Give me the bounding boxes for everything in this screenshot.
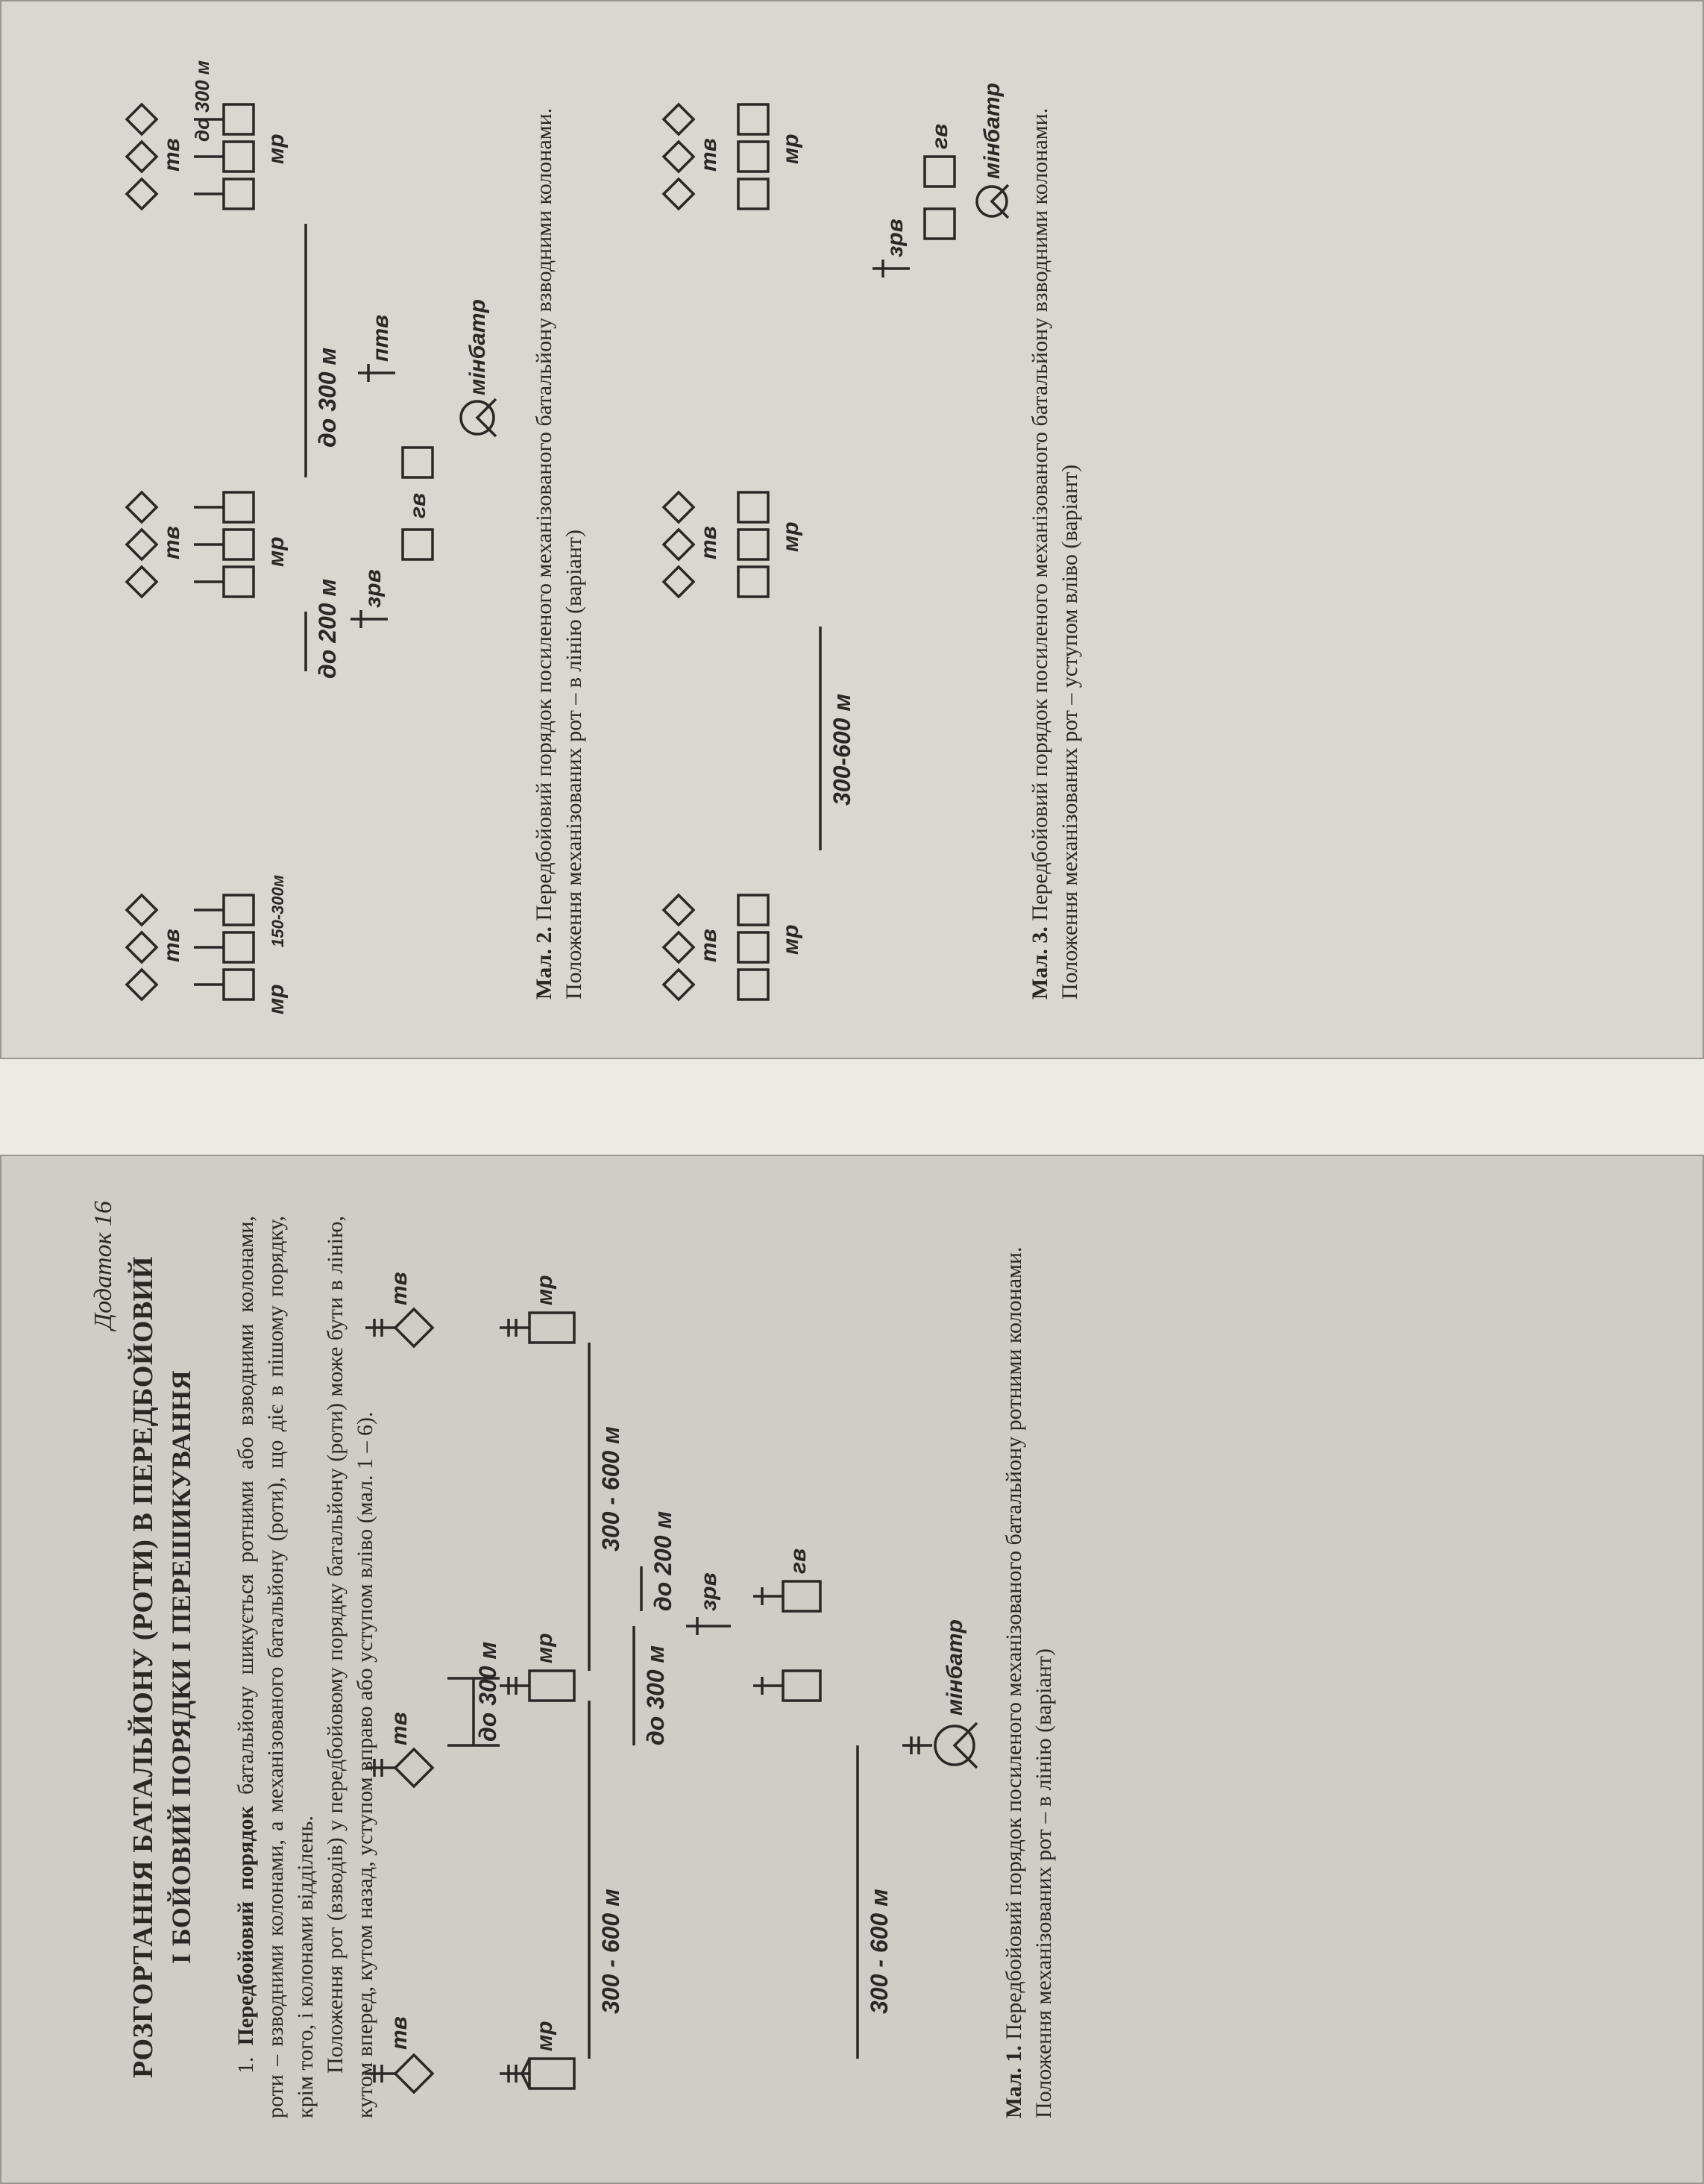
figure-1-caption: [999, 1216, 1059, 2118]
fig2-dim-do300-b: до 300 м: [191, 60, 213, 142]
fig2-mech-label-left: мр: [264, 984, 289, 1014]
tank-label-center: тв: [387, 1712, 412, 1745]
figure-2-diagram: [112, 30, 529, 1044]
fig3-zrv-label: зрв: [883, 219, 908, 257]
fig2-dim-do200: до 200 м: [314, 578, 341, 679]
fig2-minbatr-label: мінбатр: [465, 299, 490, 395]
grenade-platoon: [753, 1548, 820, 1701]
para-number: 1.: [233, 2056, 258, 2074]
fig2-tank-group-center: [127, 492, 184, 597]
para-text-1: батальйону шикується ротними або взводними колонами, роти – взводними колонами, а механізованого батальйону (роти), що діє в пішому порядку, крім того, і колонами відділень.: [233, 1215, 318, 2118]
fig2-mech-group-left: [194, 875, 289, 1014]
dim-300-600-left: 300 - 600 м: [597, 1889, 624, 2014]
fig2-gv-label: гв: [406, 492, 430, 518]
figure-2-caption-text: Передбойовий порядок посиленого механізованого батальйону взводними колонами. Положення механізованих рот – в лінію (варіант): [532, 107, 586, 1000]
page-title-line1: РОЗГОРТАННЯ БАТАЛЬЙОНУ (РОТИ) В ПЕРЕДБОЙОВИЙ: [128, 1256, 159, 2078]
fig3-tank-group-center: [664, 492, 721, 597]
fig2-dim-do300-a: до 300 м: [314, 347, 341, 448]
fig3-mech-group-right: [738, 104, 803, 209]
figure-2-caption-label: Мал. 2.: [532, 926, 556, 1000]
fig3-tank-group-left: [664, 895, 721, 1000]
right-page-content: [82, 30, 1648, 1044]
figure-1-diagram: [336, 1171, 992, 2163]
gv-label: гв: [786, 1548, 811, 1574]
fig3-minbatr: [977, 83, 1008, 218]
minbatr-label: мінбатр: [943, 1619, 967, 1716]
mech-company-right: [500, 1275, 574, 1343]
dim-do200: до 200 м: [650, 1510, 676, 1611]
fig3-dim-300-600: 300-600 м: [829, 694, 855, 806]
dim-300-600-right: 300 - 600 м: [597, 1426, 624, 1551]
right-page: [0, 0, 1704, 1059]
tank-symbol-center: [365, 1712, 433, 1786]
fig3-tank-label-right: тв: [697, 138, 721, 172]
left-page-content: [82, 1171, 1648, 2163]
air-defense-platoon: [686, 1572, 731, 1635]
mech-label-right: мр: [532, 1275, 557, 1305]
mech-company-left: [500, 2021, 574, 2089]
fig2-tank-label-left: тв: [160, 929, 184, 962]
fig3-zrv: [873, 219, 910, 277]
left-page: [0, 1155, 1704, 2184]
page-title-line2: І БОЙОВИЙ ПОРЯДКИ І ПЕРЕШИКУВАННЯ: [166, 1369, 196, 1965]
dim-300-600-mortar: 300 - 600 м: [866, 1889, 893, 2014]
mech-company-center: [500, 1633, 574, 1701]
mech-label-center: мр: [532, 1633, 557, 1663]
dim-do300-zrv: до 300 м: [642, 1645, 669, 1745]
fig2-ptv-label: птв: [368, 314, 393, 362]
fig2-m150-300: 150-300м: [268, 874, 287, 947]
fig2-ptv: [358, 315, 395, 382]
fig3-mech-label-center: мр: [779, 521, 803, 552]
mortar-battery: [902, 1619, 977, 1768]
page-gap: [0, 1059, 1704, 1155]
fig3-gv-label: гв: [928, 123, 952, 149]
fig2-mech-group-center: [194, 492, 289, 597]
fig2-minbatr: [461, 299, 496, 436]
fig2-tank-label-center: тв: [160, 526, 184, 559]
figure-3-diagram: [649, 30, 1022, 1044]
fig3-tank-label-center: тв: [697, 526, 721, 559]
figure-3-caption-label: Мал. 3.: [1028, 926, 1052, 1000]
tank-symbol-right: [365, 1272, 433, 1346]
fig3-gv: [925, 124, 955, 239]
figure-3-caption-text: Передбойовий порядок посиленого механізованого батальйону взводними колонами. Положення механізованих рот – уступом вліво (варіант): [1028, 107, 1082, 1000]
fig2-tank-label-right: тв: [160, 138, 184, 172]
mech-label-left: мр: [532, 2021, 557, 2051]
fig3-tank-group-right: [664, 104, 721, 209]
fig3-tank-label-left: тв: [697, 929, 721, 962]
fig2-mech-label-center: мр: [264, 536, 289, 567]
figure-3-caption: [1025, 75, 1085, 1000]
para-text-2: Положення рот (взводів) у передбойовому порядку батальйону (роти) може бути в лінію, кутом вперед, кутом назад, уступом вправо або уступом вліво (мал. 1 – 6).: [323, 1216, 377, 2118]
fig2-zrv: [350, 569, 388, 628]
figure-2-caption: [529, 75, 589, 1000]
figure-1-caption-label: Мал. 1.: [1002, 2045, 1026, 2118]
appendix-label: Додаток 16: [89, 1201, 117, 1330]
tank-symbol-left: [365, 2016, 433, 2092]
fig3-mech-group-center: [738, 492, 803, 597]
dim-do300-tank: до 300 м: [474, 1641, 501, 1742]
fig2-zrv-label: зрв: [361, 569, 386, 608]
fig3-mech-group-left: [738, 895, 803, 1000]
para-bold-term: Передбойовий порядок: [233, 1806, 258, 2046]
fig2-mech-label-right: мр: [264, 134, 289, 164]
fig2-tank-group-right: [127, 104, 184, 209]
fig2-gv: [403, 448, 433, 559]
zrv-label: зрв: [697, 1572, 721, 1611]
tank-label-left: тв: [387, 2016, 412, 2050]
fig3-mech-label-left: мр: [779, 924, 803, 955]
figure-1-caption-text: Передбойовий порядок посиленого механізованого батальйону ротними колонами. Положення механізованих рот – в лінію (варіант): [1002, 1246, 1056, 2118]
tank-label-right: тв: [387, 1272, 412, 1305]
fig2-tank-group-left: [127, 895, 184, 1000]
fig3-minbatr-label: мінбатр: [980, 83, 1005, 179]
fig3-mech-label-right: мр: [779, 134, 803, 164]
